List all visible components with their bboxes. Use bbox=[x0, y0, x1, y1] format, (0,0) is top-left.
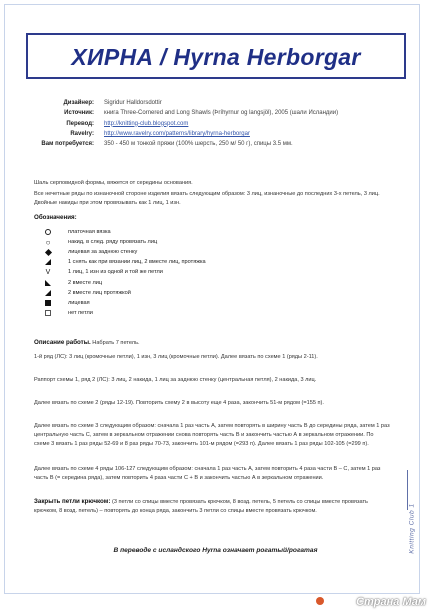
legend-item bbox=[42, 288, 342, 298]
watermark bbox=[300, 590, 430, 610]
circle-icon bbox=[42, 228, 54, 237]
legend-item bbox=[42, 247, 342, 257]
legend-item bbox=[42, 308, 342, 318]
legend bbox=[42, 227, 342, 318]
info-label: Перевод: bbox=[66, 120, 94, 127]
legend-text: 2 вместе лиц bbox=[68, 279, 103, 286]
legend-text: лицевая bbox=[68, 299, 90, 306]
info-row bbox=[36, 129, 396, 139]
watermark-logo-icon bbox=[316, 597, 324, 605]
info-value: книга Three-Cornered and Long Shawls (Þríhyrnur og langsjöl), 2005 (шали Исландии) bbox=[104, 110, 339, 117]
footer-note: В переводе с исландского Hyrna означает рогатый/рогатая bbox=[113, 547, 318, 554]
triangle-right-small-icon bbox=[42, 288, 54, 297]
side-label bbox=[402, 470, 416, 600]
info-label: Ravelry: bbox=[70, 130, 94, 137]
legend-item bbox=[42, 237, 342, 247]
diamond-icon bbox=[42, 248, 54, 257]
info-row bbox=[36, 139, 396, 149]
ravelry-link[interactable]: http://www.ravelry.com/patterns/library/hyrna-herborgar bbox=[104, 130, 250, 137]
info-label: Дизайнер: bbox=[63, 100, 94, 106]
legend-text: нет петли bbox=[68, 309, 93, 316]
info-value: Sigridur Halldorsdottir bbox=[104, 100, 162, 106]
yarn-over-icon: ○ bbox=[45, 237, 51, 247]
side-text: Knitting Club 1 bbox=[408, 503, 416, 554]
empty-square-icon bbox=[42, 308, 54, 317]
legend-item bbox=[42, 267, 342, 277]
dark-square-icon bbox=[42, 298, 54, 307]
bind-off-text: (3 петли со спицы вместе провязать крючком, 8 возд. петель, 5 петель со спицы вместе провязать крючком, 8 возд. петель) – повторять до конца ряда, закончить 3 петли со спицы вместе провязать крючком. bbox=[34, 499, 368, 514]
legend-text: накид, в след. ряду провязать лиц bbox=[68, 239, 158, 246]
info-table bbox=[36, 98, 396, 149]
info-label: Источник: bbox=[64, 110, 94, 117]
page-title: ХИРНА / Hyrna Herborgar bbox=[71, 44, 361, 70]
info-label: Вам потребуется: bbox=[41, 141, 94, 148]
legend-text: платочная вязка bbox=[68, 229, 111, 236]
legend-text: 1 лиц, 1 изн из одной и той же петли bbox=[68, 269, 163, 276]
legend-item bbox=[42, 298, 342, 308]
description-heading bbox=[34, 339, 390, 348]
legend-item bbox=[42, 257, 342, 267]
paragraph-6 bbox=[34, 498, 390, 516]
paragraph-3: Далее вязать по схеме 2 (ряды 12-19). Повторить схему 2 в высоту еще 4 раза, закончить 51-м рядом (=155 п). bbox=[34, 400, 324, 406]
info-row bbox=[36, 108, 396, 118]
intro-paragraph-2: Все нечетные ряды по изнаночной стороне изделия вязать следующим образом: 3 лиц, изнаночные до последних 3-х петель, 3 лиц. Двойные накиды при этом провязывать как 1 лиц, 1 изн. bbox=[34, 191, 380, 206]
legend-text: лицевая за заднюю стенку bbox=[68, 249, 138, 256]
legend-text: 2 вместе лиц протяжкой bbox=[68, 289, 131, 296]
legend-text: 1 снять как при вязании лиц, 2 вместе лиц, протяжка bbox=[68, 259, 206, 266]
translation-link[interactable]: http://knitting-club.blogspot.com bbox=[104, 120, 189, 127]
triangle-left-icon bbox=[42, 278, 54, 287]
description-title: Описание работы. bbox=[34, 339, 91, 346]
paragraph-1: 1-й ряд (ЛС): 3 лиц (кромочные петли), 1 изн, 3 лиц (кромочные петли). Далее вязать по схеме 1 (ряды 2-11). bbox=[34, 354, 318, 360]
v-icon: V bbox=[45, 268, 51, 276]
info-value: 350 - 450 м тонкой пряжи (100% шерсть, 250 м/ 50 г), спицы 3.5 мм. bbox=[104, 141, 293, 148]
legend-title: Обозначения: bbox=[34, 214, 77, 221]
watermark-text: Страна Мам bbox=[356, 596, 426, 608]
intro-paragraph: Шаль серповидной формы, вяжется от середины основания. bbox=[34, 180, 193, 186]
paragraph-5: Далее вязать по схеме 4 ряды 106-127 следующим образом: сначала 1 раз часть А, затем повторить 4 раза части В – С, затем 1 раз часть В (= середина ряда), затем повторить 4 раза части С + В и закончить частью А в зеркальном отражении. bbox=[34, 466, 381, 481]
paragraph-4: Далее вязать по схеме 3 следующим образом: сначала 1 раз часть А, затем повторять в ширину часть В до середины ряда, затем 1 раз центральную часть С, затем в зеркальном отражении снова повторять часть В и закончить частью А в зеркальном отражении. По схеме 3 вязать 1 раз ряды 52-69 и 8 раз ряды 70-73, закончить 101-м рядом (=293 п). Далее вязать 1 раз ряды 102-105 (=299 п). bbox=[34, 423, 390, 447]
description-title-rest: Набрать 7 петель. bbox=[90, 340, 140, 346]
legend-item bbox=[42, 277, 342, 287]
info-row bbox=[36, 98, 396, 108]
info-row bbox=[36, 119, 396, 129]
title-box bbox=[26, 33, 406, 79]
paragraph-2: Раппорт схемы 1, ряд 2 (ЛС): 3 лиц, 2 накида, 1 лиц за заднюю стенку (центральная петля), 2 накида, 3 лиц. bbox=[34, 377, 317, 383]
bind-off-title: Закрыть петли крючком: bbox=[34, 498, 111, 505]
triangle-right-icon bbox=[42, 258, 54, 267]
legend-item bbox=[42, 227, 342, 237]
